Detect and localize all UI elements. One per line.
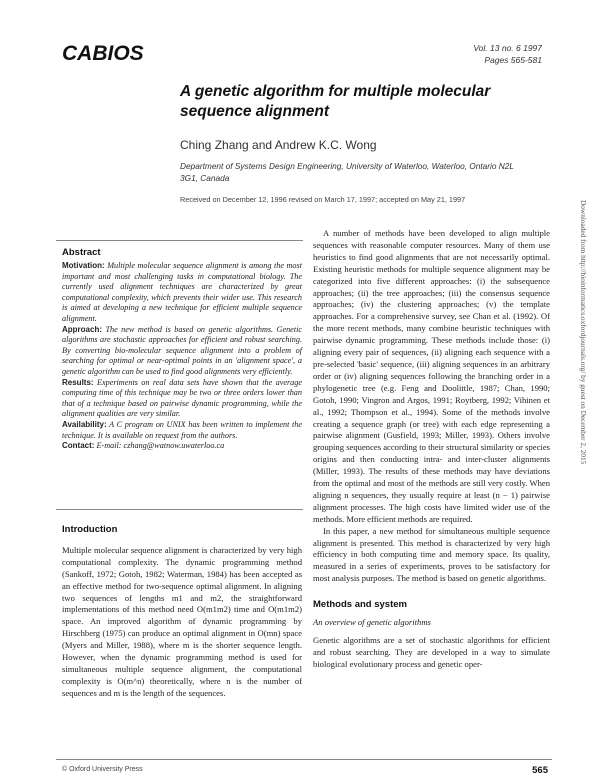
affiliation: Department of Systems Design Engineering, University of Waterloo, Waterloo, Ontario N2L 3G1, Canada — [180, 161, 514, 183]
intro-heading: Introduction — [62, 524, 118, 535]
approach-label: Approach: — [62, 324, 102, 334]
availability-label: Availability: — [62, 419, 107, 429]
authors: Ching Zhang and Andrew K.C. Wong — [180, 138, 377, 152]
overview-subheading: An overview of genetic algorithms — [313, 617, 431, 628]
motivation-text: Multiple molecular sequence alignment is among the most important and most challenging tasks in computational biology. The currently used alignment techniques are characterized by great computational complexity, which prevents their wider use. This research is aimed at developing a new technique for efficient multiple sequence alignment. — [62, 261, 302, 323]
contact-text: E-mail: czhang@watnow.uwaterloo.ca — [94, 441, 225, 451]
right-paragraph-1: A number of methods have been developed to align multiple sequences with reasonable computer resources. Many of them use heuristics to find good alignments that are not necessarily optimal. Existing heuristic methods for multiple sequence alignment may be categorized into five different approaches: (i) the subsequence approaches; (ii) the tree approaches; (iii) the consensus sequence approaches; (iv) the clustering approaches; (v) the template approaches. For a comprehensive survey, see Chan et al. (1992). Of the more recent methods, many combine heuristic techniques with pairwise dynamic programming. These methods include those: (i) aligning every pair of sequences, (ii) aligning each sequence with a pre-selected 'basic' sequence, (iii) aligning sequences in an arbitrary order or (iv) aligning sequences following the branching order in a phylogenetic tree (e.g. Feng and Doolittle, 1987; Chan, 1990; Gotoh, 1990; Vingron and Argos, 1991; Roytberg, 1992; Vihinen et al., 1992; Thompson et al., 1994). Some of the methods involve creating a sequence graph (or tree) with each edge representing a pairwise alignment (Gusfield, 1993; Miller, 1993). Others involve grouping sequences according to their structural similarity or species origins and then conducting intra- and inter-cluster alignments (Miller, 1993). The results of these methods may have deviations from the optimal and most of the methods are still very costly. When aligning n sequences, they usually require at least (n − 1) pairwise alignment processes. The high costs have limited wider use of the methods. More efficient methods are required. — [313, 228, 550, 524]
results-text: Experiments on real data sets have shown that the average computing time of this technique may be two or three orders lower than that of a technique based on pairwise dynamic programming, while the alignment qualities are very similar. — [62, 377, 302, 419]
abstract-approach — [62, 325, 302, 378]
volume-line: Vol. 13 no. 6 1997 — [473, 43, 542, 53]
right-paragraph-2: In this paper, a new method for simultaneous multiple sequence alignment is presented. This method is characterized by very high efficiency in both computing time and memory space. Its quality, measured in a series of experiments, proves to be satisfactory for most analysis purposes. The method is based on genetic algorithms. — [313, 525, 550, 584]
approach-text: The new method is based on genetic algorithms. Genetic algorithms are stochastic approaches for efficient and robust searching. By converting bio-molecular sequence alignment into a problem of searching for optimal or near-optimal points in an 'alignment space', a genetic algorithm can be used to find good alignments very efficiently. — [62, 324, 302, 376]
results-label: Results: — [62, 377, 94, 387]
volume-info — [473, 42, 542, 66]
intro-paragraph: Multiple molecular sequence alignment is characterized by very high computational complexity. The dynamic programming method (Sankoff, 1972; Gotoh, 1982; Waterman, 1984) has been accepted as an effective method for two-sequence optimal alignment. In aligning two sequences of lengths m1 and m2, the straightforward implementations of this method need O(m1m2) time and O(m1m2) space. An improved algorithm of dynamic programming by Hirschberg (1975) can produce an optimal alignment in O(mn) space (Myers and Miller, 1988), where m is the shorter sequence length. However, when the dynamic programming method is used for simultaneous multiple sequence alignment, the computational complexity is O(m^n) theoretically, where n is the number of sequences and m is the length of the sequences. — [62, 544, 302, 698]
abstract-box — [56, 240, 303, 510]
received-dates: Received on December 12, 1996 revised on March 17, 1997; accepted on May 21, 1997 — [180, 195, 466, 204]
motivation-label: Motivation: — [62, 261, 105, 270]
pages-line: Pages 565-581 — [484, 55, 542, 65]
contact-label: Contact: — [62, 441, 95, 451]
availability-text: A C program on UNIX has been written to implement the technique. It is available on request from the authors. — [62, 419, 302, 440]
abstract-motivation — [62, 261, 302, 325]
right-paragraph-3: Genetic algorithms are a set of stochastic algorithms for efficient and robust searching. They are developed in a way to simulate biological evolutionary process and genetic oper- — [313, 635, 550, 669]
methods-heading: Methods and system — [313, 599, 407, 611]
introduction-section — [62, 524, 302, 700]
abstract-heading: Abstract — [62, 247, 101, 258]
publisher-note: © Oxford University Press — [62, 766, 143, 773]
footer-divider — [56, 759, 552, 760]
abstract-results — [62, 378, 302, 420]
right-column — [313, 228, 550, 671]
download-side-note — [579, 200, 589, 630]
journal-name: CABIOS — [62, 42, 144, 65]
side-note-text: Downloaded from http://bioinformatics.oxfordjournals.org/ by guest on December 2, 2015 — [579, 200, 588, 465]
abstract-contact — [62, 441, 302, 452]
page-number: 565 — [532, 765, 548, 776]
abstract-availability — [62, 420, 302, 441]
article-title: A genetic algorithm for multiple molecular sequence alignment — [180, 83, 491, 120]
